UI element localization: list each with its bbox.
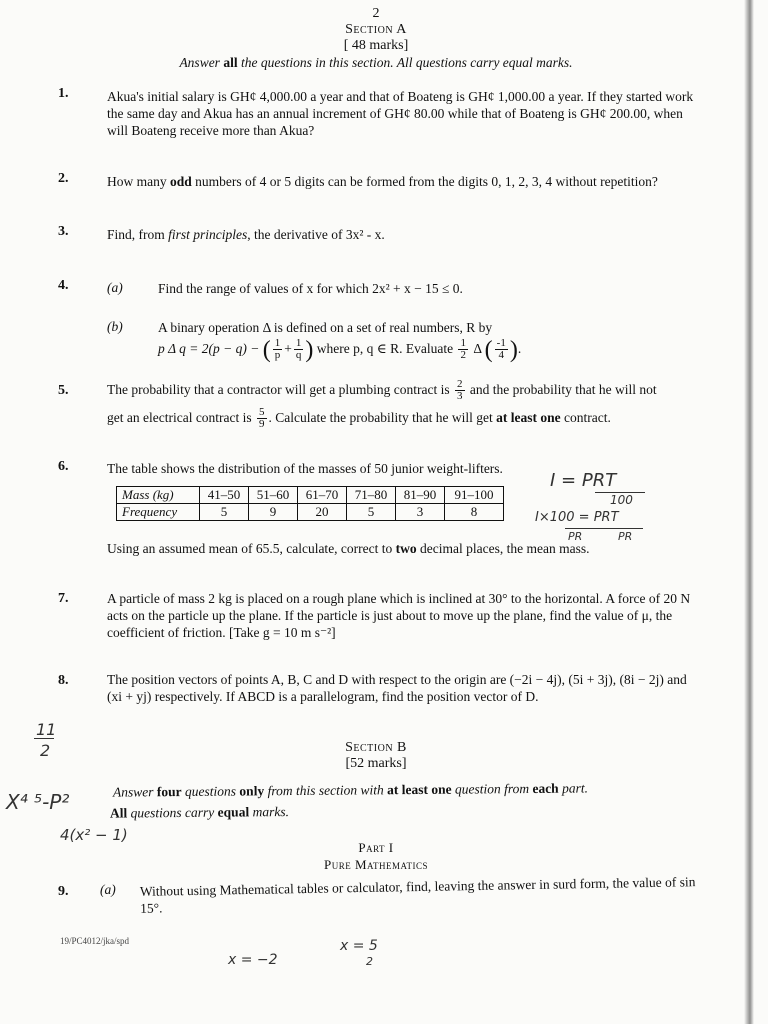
footer-code: 19/PC4012/jka/spd [60,936,130,946]
q5-frac-2-3 [455,379,465,402]
sb-l1g: question from [451,780,533,797]
q2-text [107,173,697,190]
hand-den-1: 100 [610,493,633,507]
margin-expression: X⁴ ⁵-P² [6,790,70,814]
table-header-mass: Mass (kg) [117,487,200,504]
section-a-instructions [0,55,752,71]
table-cell: 81–90 [396,487,445,504]
sb-l2b: questions carry [127,804,218,821]
hand-num-2: I×100 = PRT [535,510,619,525]
sb-l1a: Answer [112,784,157,800]
q5-line2-post: contract. [560,410,611,425]
margin-note-2: 2 [40,741,51,760]
q4b-formula-mid: where p, q ∈ R. Evaluate [316,341,454,356]
q4-number: 4. [58,278,69,293]
frac-den: q [295,349,302,362]
table-cell: 61–70 [298,487,347,504]
frac-num: 1 [460,337,466,350]
frac-den: 9 [259,418,265,431]
q6-number: 6. [58,459,69,474]
frac-den: 4 [498,349,504,362]
hand-bottom-1: x = −2 [228,952,278,968]
q4b-label: (b) [107,319,123,334]
sb-l2c: equal [217,804,250,820]
section-b-title: Section B [345,740,407,755]
part-subtitle: Pure Mathematics [323,857,429,872]
sb-l1c: questions [181,783,240,800]
paren-open: ( [484,336,493,363]
q4b-text: A binary operation Δ is defined on a set of real numbers, R by [158,320,493,335]
instr-pre: Answer [179,55,224,70]
q9a-label: (a) [100,882,116,897]
q5-frac-5-9 [257,407,267,430]
table-cell: 20 [298,504,347,521]
mass-frequency-table [116,486,504,521]
q5-line2-mid: . Calculate the probability that he will get [268,410,497,425]
table-header-frequency: Frequency [117,504,200,521]
q2-post: numbers of 4 or 5 digits can be formed from the digits 0, 1, 2, 3, 4 without repetition? [191,174,658,189]
hand-den-2b: PR [618,530,633,543]
table-row [117,504,504,521]
q2-pre: How many [107,174,170,189]
q5-line2-bold: at least one [496,410,561,425]
table-cell: 41–50 [200,487,249,504]
paren-close: ) [509,336,518,363]
q5-line2-pre: get an electrical contract is [107,410,252,425]
instr-bold: all [223,55,238,70]
q6-outro-bold: two [395,541,417,556]
q8-number: 8. [58,673,69,688]
q6-outro-post: decimal places, the mean mass. [416,541,590,556]
table-cell: 5 [200,504,249,521]
hand-den-2a: PR [568,530,583,543]
table-cell: 71–80 [347,487,396,504]
section-a-marks: [ 48 marks] [343,38,409,53]
q3-post: , the derivative of 3x² - x. [247,227,385,242]
table-cell: 51–60 [249,487,298,504]
q5-line2 [107,404,702,432]
q3-text [107,226,697,243]
q9-number: 9. [58,884,69,899]
q5-number: 5. [58,383,69,398]
table-cell: 91–100 [445,487,504,504]
q4b-period: . [517,341,522,356]
frac-den: 2 [460,349,466,362]
q2-number: 2. [58,171,69,186]
mass-table-wrapper [116,486,504,521]
q4a-label: (a) [107,280,123,295]
frac-num: 1 [274,337,281,350]
sb-l1d: only [239,783,265,799]
frac-num: 1 [295,337,302,350]
section-b-marks: [52 marks] [345,756,407,771]
frac-num: 5 [259,406,265,419]
q1-number: 1. [58,86,69,101]
frac-neg-quarter [495,338,508,361]
section-b-instructions-1 [113,779,713,800]
paren-close: ) [305,336,314,363]
table-cell: 8 [445,504,504,521]
frac-den: 3 [457,390,463,403]
q5-line1-pre: The probability that a contractor will get a plumbing contract is [107,382,450,397]
q8-text: The position vectors of points A, B, C and D with respect to the origin are (−2i − 4j), (5i + 3j), (8i − 2j) and (xi + yj) respectively. If ABCD is a parallelogram, find the position vector of D. [107,672,687,704]
q3-italic: first principles [168,227,248,242]
q6-intro: The table shows the distribution of the masses of 50 junior weight-lifters. [107,461,503,476]
sb-l2a: All [109,805,128,821]
frac-den: p [274,349,281,362]
table-cell: 3 [396,504,445,521]
q5-line1-post: and the probability that he will not [469,382,657,397]
q9a-text: Without using Mathematical tables or calculator, find, leaving the answer in surd form, the value of sin 15°. [139,874,696,916]
paren-open: ( [262,336,271,363]
page-number: 2 [372,6,380,21]
section-b-instructions-2 [110,800,710,821]
delta-symbol: Δ [473,341,482,356]
hand-num-1: I = PRT [550,470,617,491]
handwritten-formula-1 [550,470,616,491]
frac-num: -1 [496,337,506,350]
q4b-formula: p Δ q = 2(p − q) − ( $\frac{1}{p}$ + $\frac{1}{q}$ ) where p, q ∈ R. Evaluate $\frac{1}{2}$ Δ ( $\frac{-1}{4}$ ). [158,336,522,363]
q5-line1 [107,376,702,404]
sb-l2d: marks. [249,804,289,820]
binder-edge [744,0,754,1024]
q7-text: A particle of mass 2 kg is placed on a rough plane which is inclined at 30° to the horizontal. A force of 20 N acts on the particle up the plane. If the particle is just about to move up the plane, find the value of μ, the coefficient of friction. [Take g = 10 m s⁻²] [107,591,691,640]
q2-bold: odd [170,174,192,189]
frac-1-over-q [294,338,304,361]
table-row [117,487,504,504]
table-cell: 9 [249,504,298,521]
sb-l1b: four [156,784,182,800]
frac-1-over-p [273,338,283,361]
q3-pre: Find, from [107,227,169,242]
hand-bottom-2-den: 2 [366,955,373,968]
q4b-formula-pre: p Δ q = 2(p − q) − [158,341,260,356]
sb-l1e: from this section with [264,782,388,799]
part-title: Part I [358,840,394,855]
q6-outro-pre: Using an assumed mean of 65.5, calculate, correct to [107,541,396,556]
hand-bottom-2: x = 5 [340,938,378,954]
margin-expression-2: 4(x² − 1) [60,826,128,844]
table-cell: 5 [347,504,396,521]
q1-text: Akua's initial salary is GH¢ 4,000.00 a year and that of Boateng is GH¢ 1,000.00 a year. If they started work the same day and Akua has an annual increment of GH¢ 80.00 while that of Boateng is GH¢ 200.00, when will Boateng receive more than Akua? [107,89,694,138]
q7-number: 7. [58,591,69,606]
instr-post: the questions in this section. All questions carry equal marks. [237,55,573,70]
frac-num: 2 [457,378,463,391]
sb-l1i: part. [558,780,588,796]
section-a-title: Section A [345,22,407,37]
q4a-text: Find the range of values of x for which 2x² + x − 15 ≤ 0. [158,281,463,296]
margin-note-11: 11 [36,720,57,739]
q6-outro [107,540,667,557]
sb-l1h: each [532,780,559,796]
sb-l1f: at least one [386,781,452,798]
frac-half [458,338,468,361]
q3-number: 3. [58,224,69,239]
